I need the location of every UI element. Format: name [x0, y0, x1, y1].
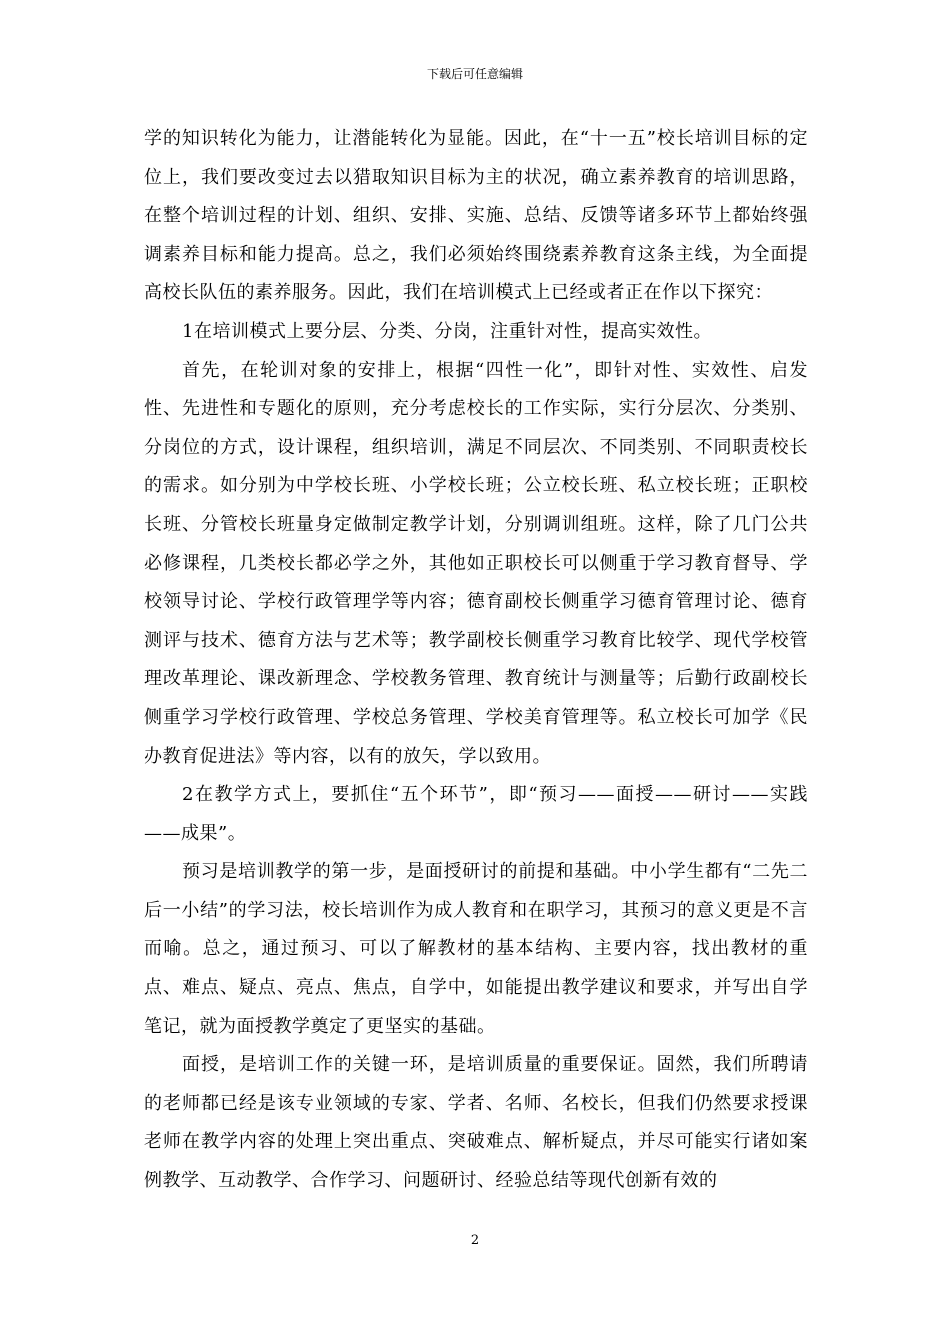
paragraph-point-2: 2在教学方式上，要抓住“五个环节”，即“预习——面授——研讨——实践——成果”。	[144, 784, 808, 844]
paragraph-lecture: 面授，是培训工作的关键一环，是培训质量的重要保证。固然，我们所聘请的老师都已经是该专业领域的专家、学者、名师、名校长，但我们仍然要求授课老师在教学内容的处理上突出重点、突破难点、解析疑点，并尽可能实行诸如案例教学、互动教学、合作学习、问题研讨、经验总结等现代创新有效的	[144, 1054, 808, 1192]
paragraph-continuation: 学的知识转化为能力，让潜能转化为显能。因此，在“十一五”校长培训目标的定位上，我们要改变过去以猎取知识目标为主的状况，确立素养教育的培训思路，在整个培训过程的计划、组织、安排、实施、总结、反馈等诸多环节上都始终强调素养目标和能力提高。总之，我们必须始终围绕素养教育这条主线，为全面提高校长队伍的素养服务。因此，我们在培训模式上已经或者正在作以下探究：	[144, 128, 808, 304]
document-body	[144, 120, 808, 1201]
paragraph-first: 首先，在轮训对象的安排上，根据“四性一化”，即针对性、实效性、启发性、先进性和专题化的原则，充分考虑校长的工作实际，实行分层次、分类别、分岗位的方式，设计课程，组织培训，满足不同层次、不同类别、不同职责校长的需求。如分别为中学校长班、小学校长班；公立校长班、私立校长班；正职校长班、分管校长班量身定做制定教学计划，分别调训组班。这样，除了几门公共必修课程，几类校长都必学之外，其他如正职校长可以侧重于学习教育督导、学校领导讨论、学校行政管理学等内容；德育副校长侧重学习德育管理讨论、德育测评与技术、德育方法与艺术等；教学副校长侧重学习教育比较学、现代学校管理改革理论、课改新理念、学校教务管理、教育统计与测量等；后勤行政副校长侧重学习学校行政管理、学校总务管理、学校美育管理等。私立校长可加学《民办教育促进法》等内容，以有的放矢，学以致用。	[144, 359, 808, 767]
paragraph-point-1: 1在培训模式上要分层、分类、分岗，注重针对性，提高实效性。	[182, 320, 712, 342]
page-header: 下载后可任意编辑	[426, 67, 523, 81]
page-number: 2	[470, 1233, 480, 1248]
paragraph-preview: 预习是培训教学的第一步，是面授研讨的前提和基础。中小学生都有“二先二后一小结”的学习法，校长培训作为成人教育和在职学习，其预习的意义更是不言而喻。总之，通过预习、可以了解教材的基本结构、主要内容，找出教材的重点、难点、疑点、亮点、焦点，自学中，如能提出教学建议和要求，并写出自学笔记，就为面授教学奠定了更坚实的基础。	[144, 861, 808, 1037]
